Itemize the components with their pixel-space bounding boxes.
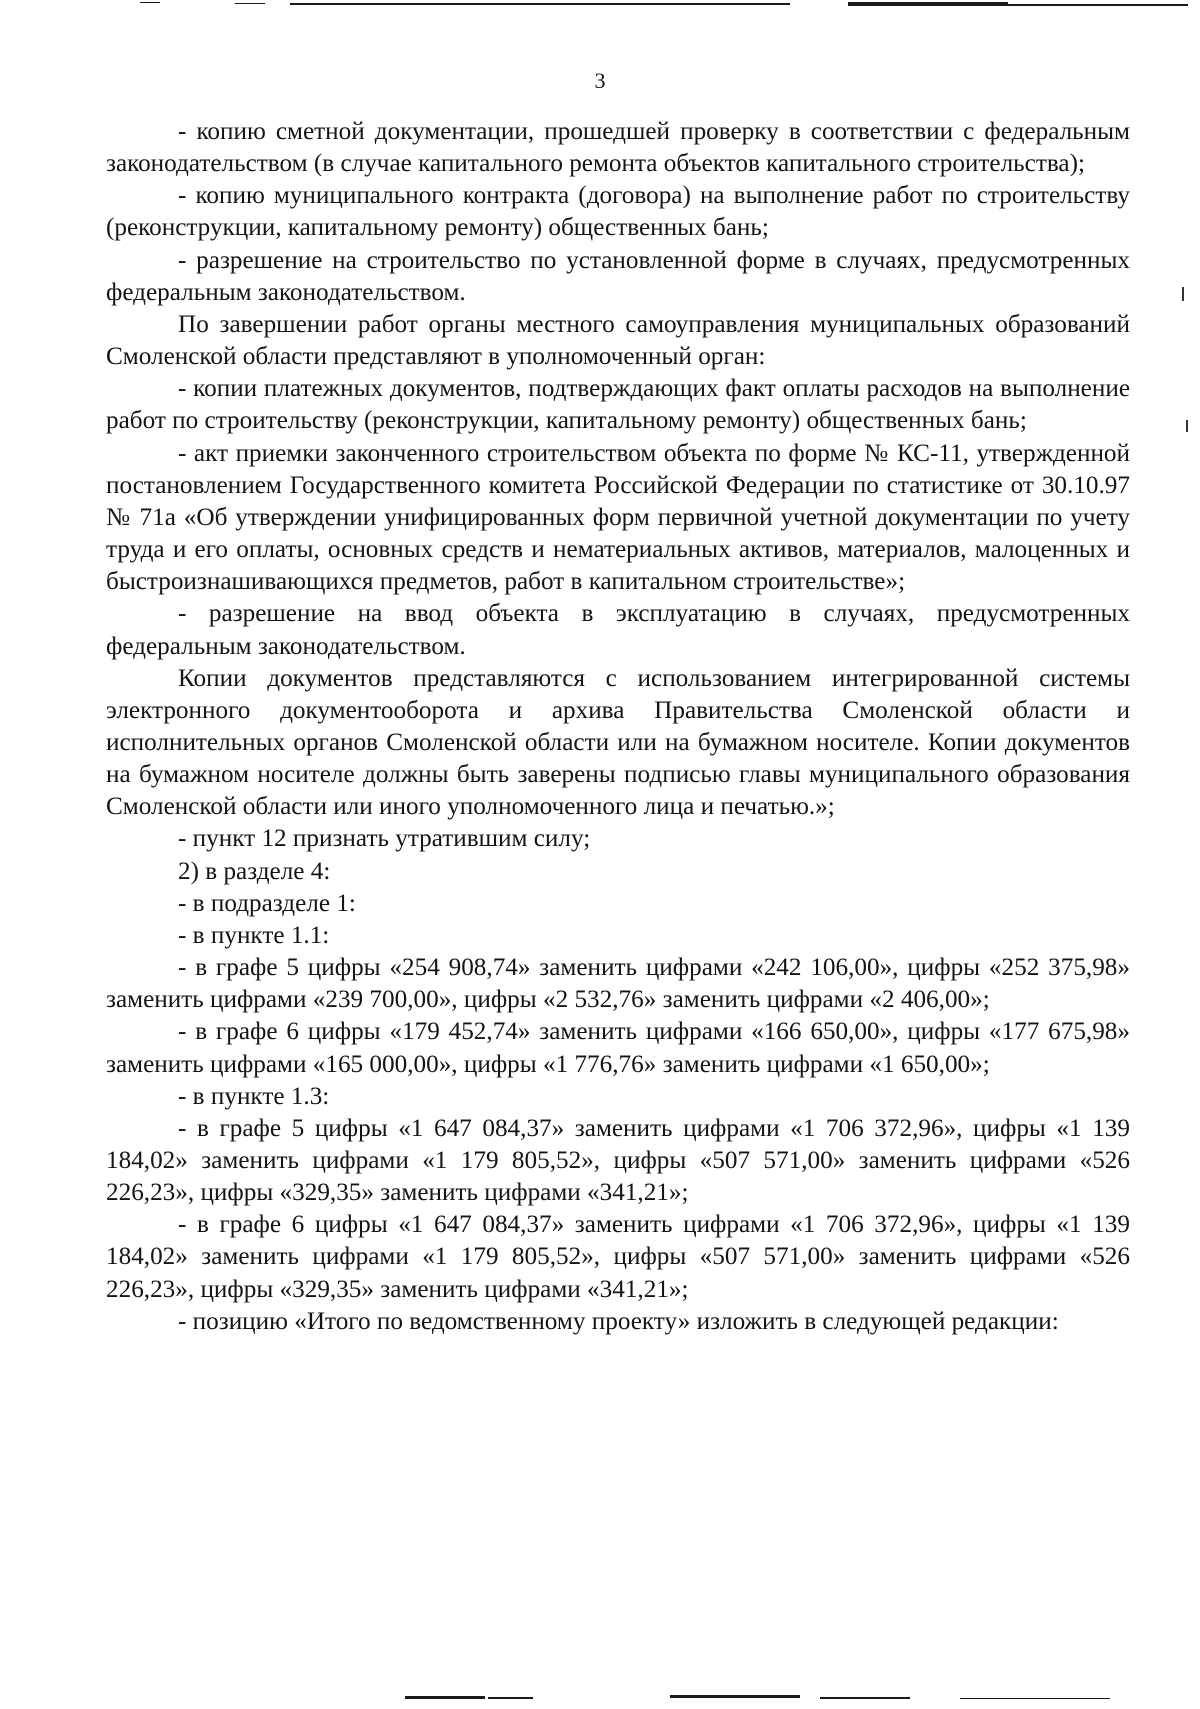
scan-edge-bottom bbox=[0, 1690, 1200, 1709]
paragraph: Копии документов представляются с использованием интегрированной системы электронного документооборота и архива Правительства Смоленской области и исполнительных органов Смоленской области или на бумажном носителе. Копии документов на бумажном носителе должны быть заверены подписью главы муниципального образования Смоленской области или иного уполномоченного лица и печатью.»; bbox=[106, 664, 1130, 821]
paragraph: - в графе 6 цифры «1 647 084,37» заменить цифрами «1 706 372,96», цифры «1 139 184,02» заменить цифрами «1 179 805,52», цифры «507 571,00» заменить цифрами «526 226,23», цифры «329,35» заменить цифрами «341,21»; bbox=[106, 1211, 1130, 1303]
paragraph: - акт приемки законченного строительством объекта по форме № КС-11, утвержденной постановлением Государственного комитета Российской Федерации по статистике от 30.10.97 № 71а «Об утверждении унифицированных форм первичной учетной документации по учету труда и его оплаты, основных средств и нематериальных активов, материалов, малоценных и быстроизнашивающихся предметов, работ в капитальном строительстве»; bbox=[106, 439, 1130, 596]
paragraph: - в пункте 1.1: bbox=[178, 921, 330, 949]
paragraph: - в пункте 1.3: bbox=[178, 1082, 330, 1110]
paragraph: 2) в разделе 4: bbox=[178, 857, 331, 885]
paragraph: - позицию «Итого по ведомственному проекту» изложить в следующей редакции: bbox=[178, 1307, 1059, 1335]
paragraph: - пункт 12 признать утратившим силу; bbox=[178, 825, 591, 853]
margin-mark bbox=[1182, 287, 1184, 301]
paragraph: - в графе 5 цифры «254 908,74» заменить цифрами «242 106,00», цифры «252 375,98» заменить цифрами «239 700,00», цифры «2 532,76» заменить цифрами «2 406,00»; bbox=[106, 954, 1130, 1014]
paragraph: По завершении работ органы местного самоуправления муниципальных образований Смоленской области представляют в уполномоченный орган: bbox=[106, 310, 1130, 371]
paragraph: - копию сметной документации, прошедшей проверку в соответствии с федеральным законодательством (в случае капитального ремонта объектов капитального строительства); bbox=[106, 118, 1130, 178]
paragraph: - копии платежных документов, подтверждающих факт оплаты расходов на выполнение работ по строительству (реконструкции, капитальному ремонту) общественных бань; bbox=[106, 375, 1130, 435]
page-number: 3 bbox=[594, 68, 606, 93]
paragraph: - в графе 5 цифры «1 647 084,37» заменить цифрами «1 706 372,96», цифры «1 139 184,02» заменить цифрами «1 179 805,52», цифры «507 571,00» заменить цифрами «526 226,23», цифры «329,35» заменить цифрами «341,21»; bbox=[106, 1114, 1130, 1207]
paragraph: - разрешение на строительство по установленной форме в случаях, предусмотренных федеральным законодательством. bbox=[106, 246, 1130, 306]
paragraph: - в подразделе 1: bbox=[178, 889, 356, 917]
paragraph: - разрешение на ввод объекта в эксплуатацию в случаях, предусмотренных федеральным законодательством. bbox=[106, 600, 1130, 660]
document-body bbox=[106, 116, 1130, 1338]
paragraph: - в графе 6 цифры «179 452,74» заменить цифрами «166 650,00», цифры «177 675,98» заменить цифрами «165 000,00», цифры «1 776,76» заменить цифрами «1 650,00»; bbox=[106, 1018, 1130, 1078]
margin-mark bbox=[1186, 420, 1188, 432]
scan-edge-top bbox=[0, 0, 1200, 14]
paragraph: - копию муниципального контракта (договора) на выполнение работ по строительству (реконструкции, капитальному ремонту) общественных бань; bbox=[106, 182, 1130, 242]
